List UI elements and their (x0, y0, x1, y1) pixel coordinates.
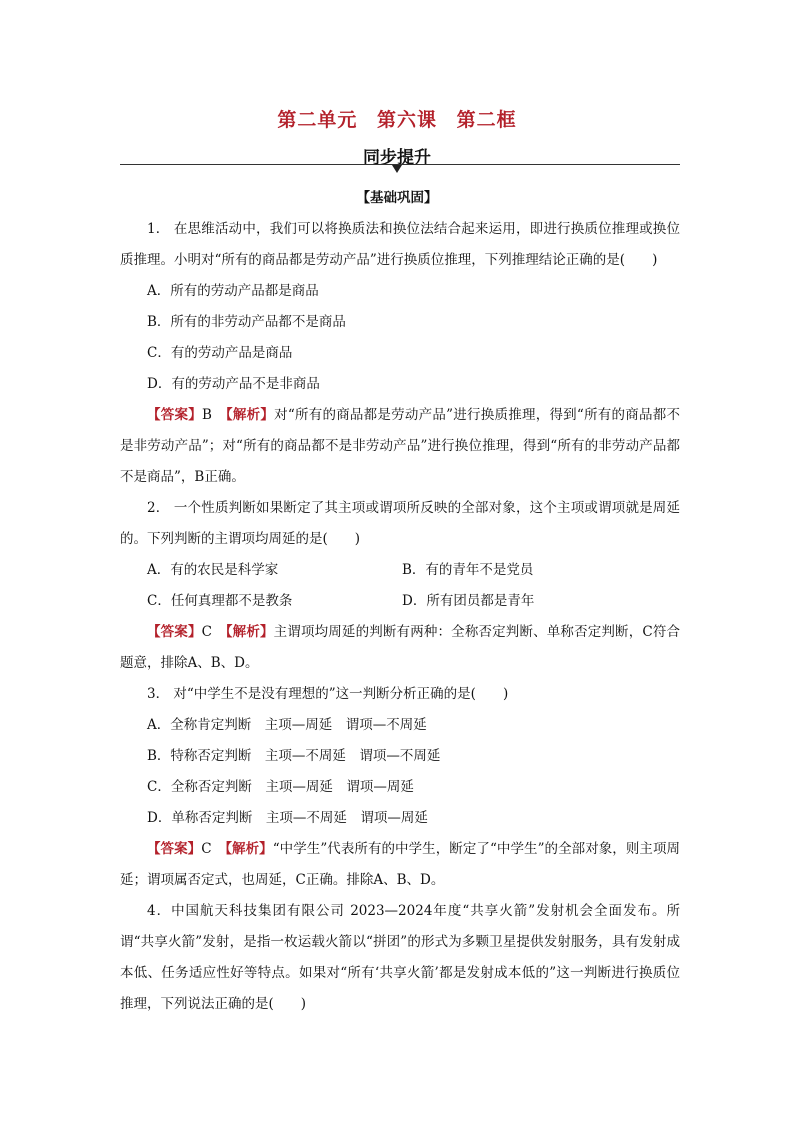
question-3-answer (120, 834, 680, 896)
question-3-option-c: C．全称否定判断 主项—周延 谓项—周延 (147, 779, 414, 795)
analysis-label: 【解析】 (225, 841, 273, 857)
analysis-text: “中学生”代表所有的中学生，断定了“中学生”的全部对象，则主项周延；谓项属否定式，也周延，C正确。排除A、B、D。 (120, 841, 681, 888)
question-3-stem: 3． 对“中学生不是没有理想的”这一判断分析正确的是( ) (147, 686, 509, 702)
triangle-down-icon (392, 165, 402, 173)
question-2-option-a: A．有的农民是科学家 (147, 562, 279, 578)
question-1-answer (120, 400, 680, 493)
answer-label: 【答案】 (147, 624, 202, 640)
question-2-answer (120, 617, 680, 679)
lesson-title (0, 105, 794, 132)
question-1-option-c: C．有的劳动产品是商品 (147, 345, 293, 361)
question-2-options-row-2 (120, 586, 680, 617)
title-unit: 第二单元 (277, 109, 358, 131)
analysis-text: 对“所有的商品都是劳动产品”进行换质推理，得到“所有的商品都不是非劳动产品”；对“所有的商品都不是非劳动产品”进行换位推理，得到“所有的非劳动产品都不是商品”，B正确。 (120, 407, 681, 485)
question-1-option-b: B．所有的非劳动产品都不是商品 (147, 314, 346, 330)
section-subtitle: 同步提升 (363, 148, 431, 168)
answer-value: C (201, 841, 212, 857)
question-2-option-c: C．任何真理都不是教条 (147, 593, 293, 609)
question-2-option-d: D．所有团员都是青年 (402, 593, 535, 609)
question-4-stem: 4．中国航天科技集团有限公司 2023—2024年度“共享火箭”发射机会全面发布。所谓“共享火箭”发射，是指一枚运载火箭以“拼团”的形式为多颗卫星提供发射服务，具有发射成本低、任务适应性好等特点。如果对“所有‘共享火箭’都是发射成本低的”这一判断进行换质位推理，下列说法正确的是( ) (120, 903, 680, 1012)
question-2-option-b: B．有的青年不是党员 (402, 562, 534, 578)
answer-label: 【答案】 (147, 841, 202, 857)
question-1-option-a: A．所有的劳动产品都是商品 (147, 283, 319, 299)
analysis-text: 主谓项均周延的判断有两种：全称否定判断、单称否定判断，C符合题意，排除A、B、D。 (120, 624, 680, 671)
answer-value: C (201, 624, 212, 640)
question-1-option-d: D．有的劳动产品不是非商品 (147, 376, 320, 392)
question-2-stem: 2． 一个性质判断如果断定了其主项或谓项所反映的全部对象，这个主项或谓项就是周延的。下列判断的主谓项均周延的是( ) (120, 500, 680, 547)
title-frame: 第二框 (456, 109, 517, 131)
analysis-label: 【解析】 (225, 624, 274, 640)
question-3-option-a: A．全称肯定判断 主项—周延 谓项—不周延 (147, 717, 427, 733)
answer-label: 【答案】 (147, 407, 202, 423)
section-heading: 【基础巩固】 (356, 190, 438, 206)
question-2-options-row-1 (120, 555, 680, 586)
answer-value: B (201, 407, 212, 423)
question-1-stem: 1． 在思维活动中，我们可以将换质法和换位法结合起来运用，即进行换质位推理或换位质推理。小明对“所有的商品都是劳动产品”进行换质位推理，下列推理结论正确的是( ) (120, 221, 680, 268)
question-3-option-b: B．特称否定判断 主项—不周延 谓项—不周延 (147, 748, 441, 764)
question-list (120, 214, 680, 1020)
question-3-option-d: D．单称否定判断 主项—不周延 谓项—周延 (147, 810, 428, 826)
title-lesson: 第六课 (376, 109, 437, 131)
analysis-label: 【解析】 (225, 407, 275, 423)
